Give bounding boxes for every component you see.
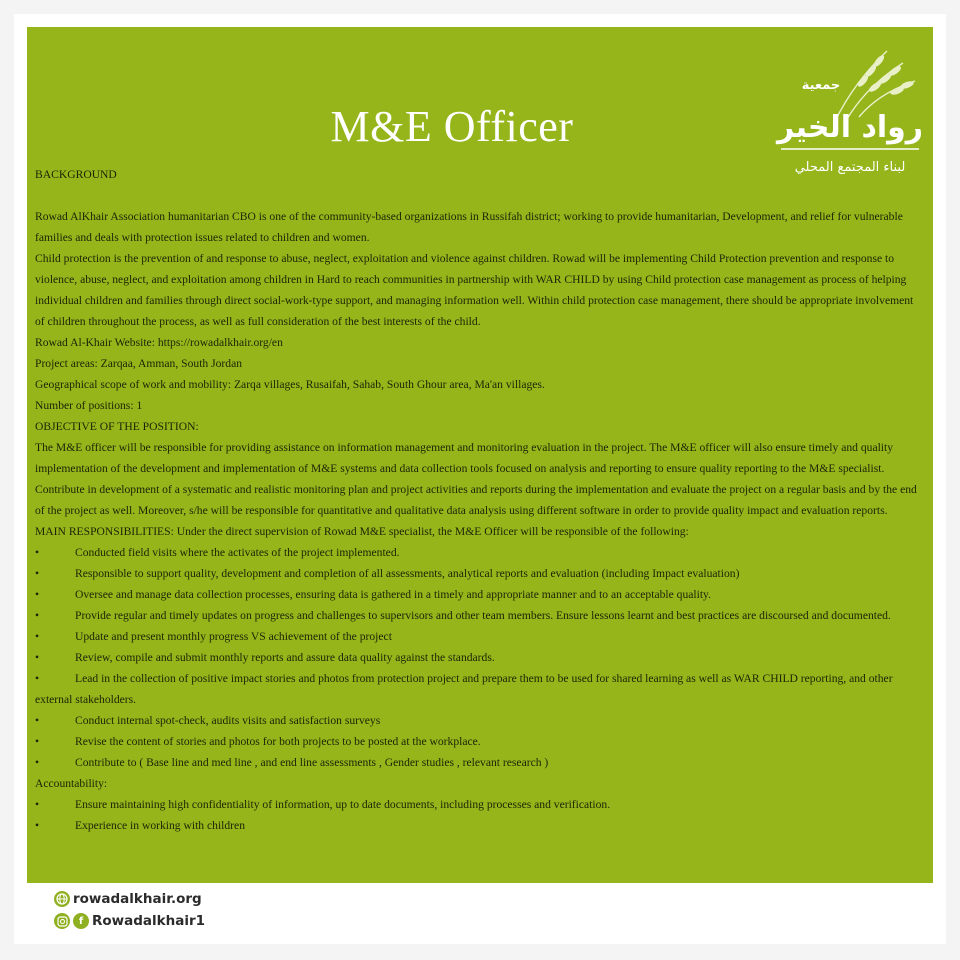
background-paragraph: Rowad AlKhair Association humanitarian CBO is one of the community-based organizations in Russifah district; working to provide humanitarian, Development, and relief for vulnerable families and deals with protection issues related to children and women.: [35, 210, 903, 244]
responsibilities-heading: MAIN RESPONSIBILITIES: Under the direct supervision of Rowad M&E specialist, the M&E Officer will be responsible of the following:: [35, 525, 689, 538]
list-item: • Lead in the collection of positive impact stories and photos from protection project and prepare them to be used for shared learning as well as WAR CHILD reporting, and other external stakeholders.: [35, 672, 893, 706]
number-of-positions: Number of positions: 1: [35, 399, 143, 412]
social-row: [54, 913, 205, 929]
objective-heading: OBJECTIVE OF THE POSITION:: [35, 420, 199, 433]
list-item: • Conducted field visits where the activates of the project implemented.: [35, 546, 400, 559]
svg-text:لبناء المجتمع المحلي: لبناء المجتمع المحلي: [794, 160, 906, 175]
social-handle[interactable]: Rowadalkhair1: [92, 913, 206, 929]
svg-text:جمعية: جمعية: [801, 78, 841, 93]
background-heading: BACKGROUND: [35, 168, 117, 181]
geographical-scope: Geographical scope of work and mobility: Zarqa villages, Rusaifah, Sahab, South Ghour area, Ma'an villages.: [35, 378, 545, 391]
list-item: • Update and present monthly progress VS achievement of the project: [35, 630, 392, 643]
job-description: [35, 164, 925, 836]
list-item: • Ensure maintaining high confidentiality of information, up to date documents, including processes and verification.: [35, 798, 611, 811]
accountability-heading: Accountability:: [35, 777, 108, 790]
website-line: Rowad Al-Khair Website: https://rowadalkhair.org/en: [35, 336, 283, 349]
list-item: • Contribute to ( Base line and med line , and end line assessments , Gender studies , relevant research ): [35, 756, 549, 769]
blank-line: [35, 185, 925, 206]
list-item: • Oversee and manage data collection processes, ensuring data is gathered in a timely and appropriate manner and to an acceptable quality.: [35, 588, 712, 601]
globe-icon: [54, 891, 70, 907]
child-protection-paragraph: Child protection is the prevention of and response to abuse, neglect, exploitation and violence against children. Rowad will be implementing Child Protection prevention and response to violence, abuse, neglect, and exploitation among children in Hard to reach communities in partnership with WAR CHILD by using Child protection case management as process of helping individual children and families through direct social-work-type support, and managing information well. Within child protection case management, there should be appropriate involvement of children throughout the process, as well as full consideration of the best interests of the child.: [35, 252, 914, 328]
objective-paragraph: The M&E officer will be responsible for providing assistance on information management and monitoring evaluation in the project. The M&E officer will also ensure timely and quality implementation of the development and implementation of M&E systems and data collection tools focused on analysis and reporting to ensure quality reporting to the M&E specialist. Contribute in development of a systematic and realistic monitoring plan and project activities and reports during the implementation and evaluate the project on a regular basis and by the end of the project as well. Moreover, s/he will be responsible for quantitative and qualitative data analysis using different software in order to provide quality impact and evaluation reports.: [35, 441, 917, 517]
website-link[interactable]: rowadalkhair.org: [73, 891, 202, 907]
footer: [0, 883, 960, 960]
contact-info: [54, 887, 284, 943]
instagram-icon[interactable]: [54, 913, 70, 929]
website-row: [54, 891, 202, 907]
content-panel: [27, 27, 933, 883]
list-item: • Revise the content of stories and photos for both projects to be posted at the workplace.: [35, 735, 481, 748]
project-areas: Project areas: Zarqaa, Amman, South Jordan: [35, 357, 243, 370]
list-item: • Review, compile and submit monthly reports and assure data quality against the standards.: [35, 651, 495, 664]
svg-text:رواد الخير: رواد الخير: [776, 110, 924, 145]
list-item: • Conduct internal spot-check, audits visits and satisfaction surveys: [35, 714, 381, 727]
list-item: • Responsible to support quality, development and completion of all assessments, analytical reports and evaluation (including Impact evaluation): [35, 567, 740, 580]
facebook-icon[interactable]: f: [73, 913, 89, 929]
footer-blank-area: [284, 883, 933, 931]
page-title: M&E Officer: [330, 102, 574, 151]
list-item: • Experience in working with children: [35, 819, 245, 832]
list-item: • Provide regular and timely updates on progress and challenges to supervisors and other team members. Ensure lessons learnt and best practices are discoursed and documented.: [35, 609, 891, 622]
